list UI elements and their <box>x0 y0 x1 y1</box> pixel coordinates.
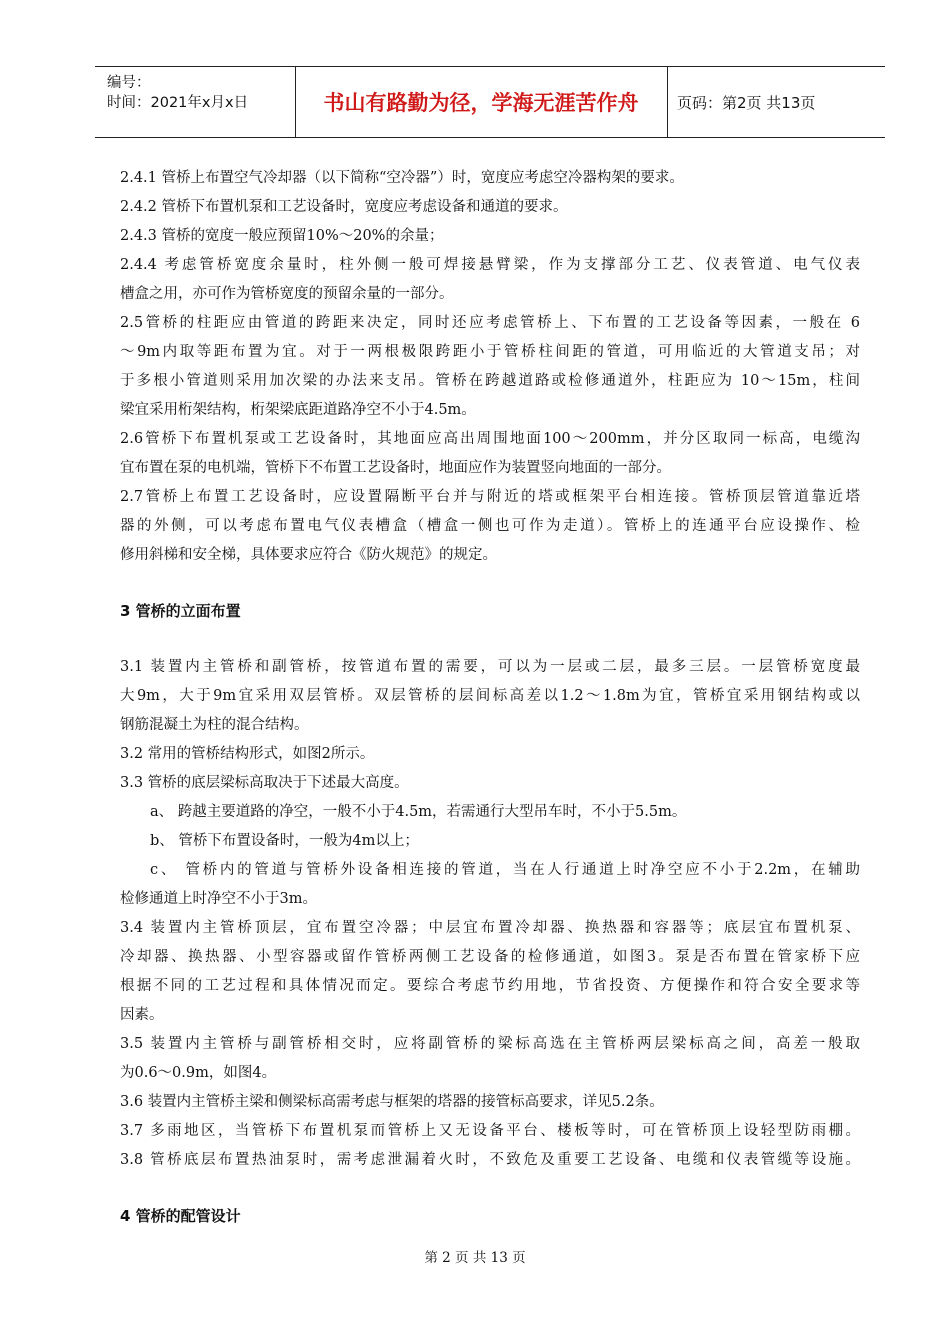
paragraph-line: 槽盒之用，亦可作为管桥宽度的预留余量的一部分。 <box>120 286 454 302</box>
header-motto-cell <box>295 67 668 137</box>
section-4-heading: 4 管桥的配管设计 <box>120 1207 241 1225</box>
paragraph-line: 修用斜梯和安全梯，具体要求应符合《防火规范》的规定。 <box>120 547 497 563</box>
header-motto: 书山有路勤为径，学海无涯苦作舟 <box>323 91 639 115</box>
paragraph-line: 3.8 管桥底层布置热油泵时，需考虑泄漏着火时，不致危及重要工艺设备、电缆和仪表管缆等设施。 <box>120 1152 860 1168</box>
paragraph-line: 2.4.2 管桥下布置机泵和工艺设备时，宽度应考虑设备和通道的要求。 <box>120 199 568 215</box>
paragraph-line: 2.5管桥的柱距应由管道的跨距来决定，同时还应考虑管桥上、下布置的工艺设备等因素，一般在 6 <box>120 315 860 331</box>
header-page-label: 页码：第2页 共13页 <box>677 93 816 112</box>
paragraph-line: 2.7管桥上布置工艺设备时，应设置隔断平台并与附近的塔或框架平台相连接。管桥顶层管道靠近塔 <box>120 489 860 505</box>
paragraph-line: 大9m，大于9m宜采用双层管桥。双层管桥的层间标高差以1.2～1.8m为宜，管桥宜采用钢结构或以 <box>120 688 860 704</box>
paragraph-line: 冷却器、换热器、小型容器或留作管桥两侧工艺设备的检修通道，如图3。泵是否布置在管家桥下应 <box>120 949 860 965</box>
paragraph-line: 于多根小管道则采用加次梁的办法来支吊。管桥在跨越道路或检修通道外，柱距应为 10～15m，柱间 <box>120 373 860 389</box>
header-meta-cell <box>95 67 296 137</box>
paragraph-line: 因素。 <box>120 1007 164 1023</box>
paragraph-line: 为0.6～0.9m，如图4。 <box>120 1065 277 1081</box>
paragraph-line: 检修通道上时净空不小于3m。 <box>120 891 317 907</box>
paragraph-line: 3.1 装置内主管桥和副管桥，按管道布置的需要，可以为一层或二层，最多三层。一层管桥宽度最 <box>120 659 860 675</box>
doc-code-label: 编号： <box>107 75 151 91</box>
paragraph-line: 3.5 装置内主管桥与副管桥相交时，应将副管桥的梁标高选在主管桥两层梁标高之间，高差一般取 <box>120 1036 860 1052</box>
paragraph-line: 根据不同的工艺过程和具体情况而定。要综合考虑节约用地，节省投资、方便操作和符合安全要求等 <box>120 978 860 994</box>
header-page-cell <box>667 67 885 137</box>
paragraph-line: 器的外侧，可以考虑布置电气仪表槽盒（槽盒一侧也可作为走道）。管桥上的连通平台应设操作、检 <box>120 518 860 534</box>
section-3-heading: 3 管桥的立面布置 <box>120 602 241 620</box>
paragraph-line: 3.7 多雨地区，当管桥下布置机泵而管桥上又无设备平台、楼板等时，可在管桥顶上设轻型防雨棚。 <box>120 1123 860 1139</box>
list-item: b、 管桥下布置设备时，一般为4m以上； <box>150 833 419 849</box>
paragraph-line: 2.6管桥下布置机泵或工艺设备时，其地面应高出周围地面100～200mm，并分区取同一标高，电缆沟 <box>120 431 860 447</box>
paragraph-line: 2.4.1 管桥上布置空气冷却器（以下简称“空冷器”）时，宽度应考虑空冷器构架的要求。 <box>120 170 684 186</box>
paragraph-line: 3.2 常用的管桥结构形式，如图2所示。 <box>120 746 375 762</box>
page-footer: 第 2 页 共 13 页 <box>424 1250 526 1266</box>
paragraph-line: 宜布置在泵的电机端，管桥下不布置工艺设备时，地面应作为装置竖向地面的一部分。 <box>120 460 671 476</box>
paragraph-line: 2.4.3 管桥的宽度一般应预留10%～20%的余量； <box>120 228 444 244</box>
paragraph-line: 2.4.4 考虑管桥宽度余量时，柱外侧一般可焊接悬臂梁，作为支撑部分工艺、仪表管道、电气仪表 <box>120 257 860 273</box>
page-header <box>95 66 885 138</box>
list-item: a、 跨越主要道路的净空，一般不小于4.5m，若需通行大型吊车时，不小于5.5m。 <box>150 804 687 820</box>
paragraph-line: 钢筋混凝土为柱的混合结构。 <box>120 717 309 733</box>
paragraph-line: 3.3 管桥的底层梁标高取决于下述最大高度。 <box>120 775 409 791</box>
paragraph-line: 3.6 装置内主管桥主梁和侧梁标高需考虑与框架的塔器的接管标高要求，详见5.2条。 <box>120 1094 664 1110</box>
paragraph-line: 3.4 装置内主管桥顶层，宜布置空冷器；中层宜布置冷却器、换热器和容器等；底层宜布置机泵、 <box>120 920 860 936</box>
paragraph-line: ～9m内取等距布置为宜。对于一两根极限跨距小于管桥柱间距的管道，可用临近的大管道支吊；对 <box>120 344 860 360</box>
list-item: c、 管桥内的管道与管桥外设备相连接的管道，当在人行通道上时净空应不小于2.2m，在辅助 <box>150 862 860 878</box>
paragraph-line: 梁宜采用桁架结构，桁架梁底距道路净空不小于4.5m。 <box>120 402 476 418</box>
doc-time-label: 时间：2021年x月x日 <box>107 95 249 111</box>
